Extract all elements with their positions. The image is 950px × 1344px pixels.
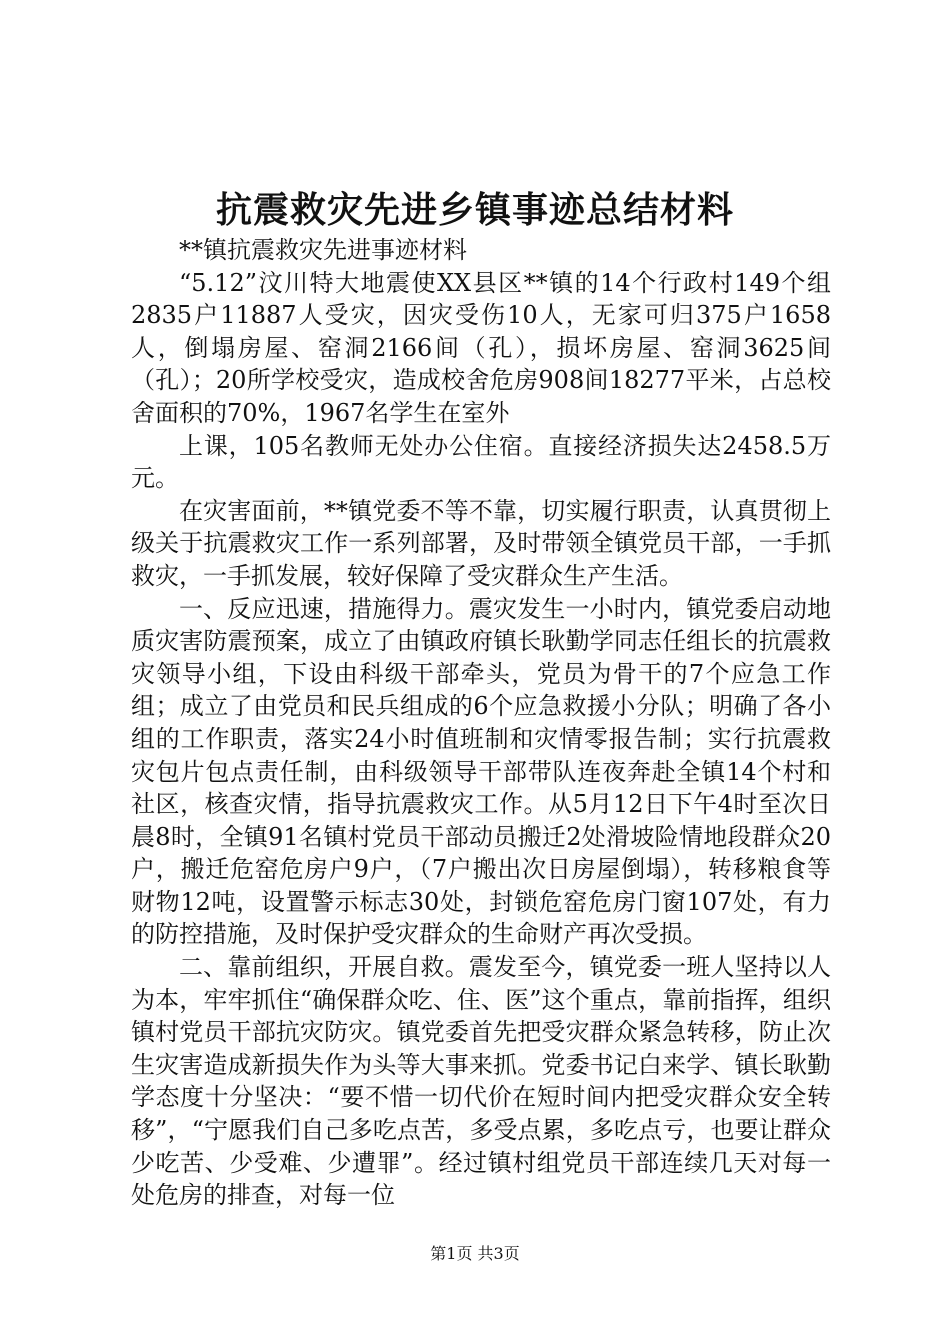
body-paragraph: 上课，105名教师无处办公住宿。直接经济损失达2458.5万元。	[131, 431, 831, 493]
document-body	[131, 234, 831, 1212]
document-title: 抗震救灾先进乡镇事迹总结材料	[215, 189, 734, 231]
body-paragraph: 二、靠前组织，开展自救。震发至今，镇党委一班人坚持以人为本，牢牢抓住“确保群众吃、住、医”这个重点，靠前指挥，组织镇村党员干部抗灾防灾。镇党委首先把受灾群众紧急转移，防止次生灾害造成新损失作为头等大事来抓。党委书记白来学、镇长耿勤学态度十分坚决：“要不惜一切代价在短时间内把受灾群众安全转移”，“宁愿我们自己多吃点苦，多受点累，多吃点亏，也要让群众少吃苦、少受难、少遭罪”。经过镇村组党员干部连续几天对每一处危房的排查，对每一位	[131, 953, 831, 1210]
page-number-footer: 第1页 共3页	[430, 1244, 520, 1263]
body-paragraph: “5.12”汶川特大地震使XX县区**镇的14个行政村149个组2835户11887人受灾，因灾受伤10人，无家可归375户1658人，倒塌房屋、窑洞2166间（孔），损坏房屋、窑洞3625间（孔）；20所学校受灾，造成校舍危房908间18277平米，占总校舍面积的70%，1967名学生在室外	[131, 268, 831, 427]
body-paragraph: 在灾害面前，**镇党委不等不靠，切实履行职责，认真贯彻上级关于抗震救灾工作一系列部署，及时带领全镇党员干部，一手抓救灾，一手抓发展，较好保障了受灾群众生产生活。	[131, 496, 831, 590]
body-paragraph: 一、反应迅速，措施得力。震灾发生一小时内，镇党委启动地质灾害防震预案，成立了由镇政府镇长耿勤学同志任组长的抗震救灾领导小组，下设由科级干部牵头，党员为骨干的7个应急工作组；成立了由党员和民兵组成的6个应急救援小分队；明确了各小组的工作职责，落实24小时值班制和灾情零报告制；实行抗震救灾包片包点责任制，由科级领导干部带队连夜奔赴全镇14个村和社区，核查灾情，指导抗震救灾工作。从5月12日下午4时至次日晨8时，全镇91名镇村党员干部动员搬迁2处滑坡险情地段群众20户，搬迁危窑危房户9户，（7户搬出次日房屋倒塌），转移粮食等财物12吨，设置警示标志30处，封锁危窑危房门窗107处，有力的防控措施，及时保护受灾群众的生命财产再次受损。	[131, 594, 831, 949]
subtitle-paragraph: **镇抗震救灾先进事迹材料	[179, 236, 467, 264]
